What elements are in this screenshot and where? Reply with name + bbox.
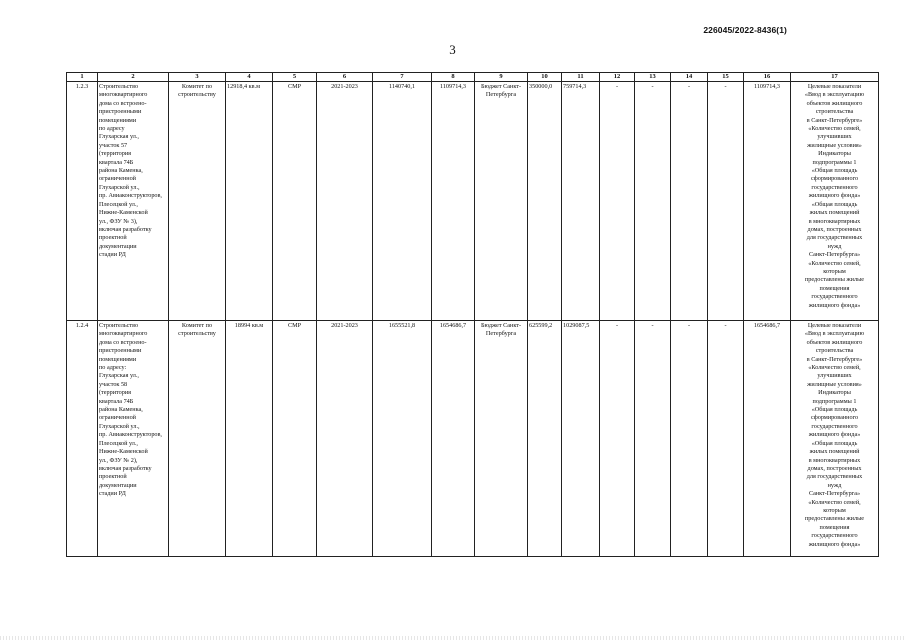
value-col14: - [671, 321, 708, 557]
total-cost: 1140740,1 [373, 82, 432, 321]
object-description: Строительство многоквартирного дома со встроено- пристроенными помещениями по адресу: Глухарская ул., участок 58 (территория квартала 74Б района Каменка, ограниченной Глухарской ул., пр. Авиаконструкторов, Плесецкой ул., Нижне-Каменской ул., ФЗУ № 2), включая разработку проектной документации стадии РД [98, 321, 169, 557]
column-header: 8 [432, 73, 475, 82]
total-cost: 1655521,8 [373, 321, 432, 557]
value-col11: 759714,3 [562, 82, 600, 321]
column-header: 2 [98, 73, 169, 82]
column-header: 12 [600, 73, 635, 82]
scan-edge [0, 636, 905, 640]
program-table [66, 72, 879, 557]
value-col10: 625599,2 [528, 321, 562, 557]
column-header: 5 [273, 73, 317, 82]
row-number: 1.2.4 [67, 321, 98, 557]
column-header: 17 [791, 73, 879, 82]
column-header: 11 [562, 73, 600, 82]
work-type: СМР [273, 82, 317, 321]
document-id: 226045/2022-8436(1) [703, 25, 787, 35]
value-col13: - [635, 321, 671, 557]
target-indicators: Целевые показатели «Ввод в эксплуатацию объектов жилищного строительства в Санкт-Петербурге» «Количество семей, улучшивших жилищные условия» Индикаторы подпрограммы 1 «Общая площадь сформированного государственного жилищного фонда» «Общая площадь жилых помещений в многоквартирных домах, построенных для государственных нужд Санкт-Петербурга» «Количество семей, которым предоставлены жилые помещения государственного жилищного фонда» [791, 82, 879, 321]
executor: Комитет по строительству [169, 82, 226, 321]
value-col16: 1109714,3 [744, 82, 791, 321]
value-col12: - [600, 321, 635, 557]
value-col14: - [671, 82, 708, 321]
area: 18994 кв.м [226, 321, 273, 557]
column-header: 3 [169, 73, 226, 82]
funding-source: Бюджет Санкт-Петербурга [475, 321, 528, 557]
column-header: 9 [475, 73, 528, 82]
row-number: 1.2.3 [67, 82, 98, 321]
column-header: 14 [671, 73, 708, 82]
executor: Комитет по строительству [169, 321, 226, 557]
period: 2021-2023 [317, 321, 373, 557]
funding-source: Бюджет Санкт-Петербурга [475, 82, 528, 321]
funding-total: 1109714,3 [432, 82, 475, 321]
column-header: 13 [635, 73, 671, 82]
column-numbers-row [67, 73, 879, 82]
work-type: СМР [273, 321, 317, 557]
value-col15: - [708, 82, 744, 321]
funding-total: 1654686,7 [432, 321, 475, 557]
column-header: 4 [226, 73, 273, 82]
value-col15: - [708, 321, 744, 557]
column-header: 15 [708, 73, 744, 82]
column-header: 10 [528, 73, 562, 82]
value-col11: 1029087,5 [562, 321, 600, 557]
period: 2021-2023 [317, 82, 373, 321]
table-row [67, 82, 879, 321]
object-description: Строительство многоквартирного дома со встроено- пристроенными помещениями по адресу Глухарская ул., участок 57 (территория квартала 74Б района Каменка, ограниченной Глухарской ул., пр. Авиаконструкторов, Плесецкой ул., Нижне-Каменской ул., ФЗУ № 3), включая разработку проектной документации стадии РД [98, 82, 169, 321]
value-col13: - [635, 82, 671, 321]
column-header: 6 [317, 73, 373, 82]
value-col10: 350000,0 [528, 82, 562, 321]
table-row [67, 321, 879, 557]
column-header: 16 [744, 73, 791, 82]
column-header: 7 [373, 73, 432, 82]
area: 12918,4 кв.м [226, 82, 273, 321]
target-indicators: Целевые показатели «Ввод в эксплуатацию объектов жилищного строительства в Санкт-Петербурге» «Количество семей, улучшивших жилищные условия» Индикаторы подпрограммы 1 «Общая площадь сформированного государственного жилищного фонда» «Общая площадь жилых помещений в многоквартирных домах, построенных для государственных нужд Санкт-Петербурга» «Количество семей, которым предоставлены жилые помещения государственного жилищного фонда» [791, 321, 879, 557]
value-col16: 1654686,7 [744, 321, 791, 557]
column-header: 1 [67, 73, 98, 82]
value-col12: - [600, 82, 635, 321]
page-number: 3 [449, 42, 456, 57]
